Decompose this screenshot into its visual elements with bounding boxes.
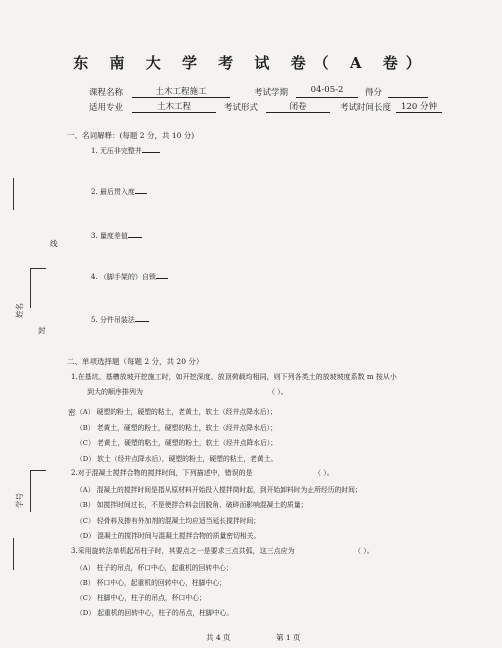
margin-mark xyxy=(13,538,14,570)
page-total: 共 4 页 xyxy=(206,633,231,642)
form-value: 闭卷 xyxy=(266,100,330,113)
question-1-text-cont: 到大的顺序排列为 xyxy=(87,388,143,396)
q1-option-d: （D） 软土（经井点降水后），硬塑的粉土，硬塑的粘土，老黄土。 xyxy=(76,455,278,463)
term-item-1 xyxy=(91,146,160,156)
answer-line xyxy=(135,321,149,322)
term-item-3-text: 3. 量度差值 xyxy=(91,232,128,240)
form-label: 考试形式 xyxy=(224,103,259,113)
term-item-5-text: 5. 分件吊装法 xyxy=(91,316,135,324)
section1-heading: 一、名词解释：(每题 2 分，共 10 分) xyxy=(67,131,195,140)
question-3-text: 3.采用旋转法单机起吊柱子时，其要点之一是要求三点共弧，这三点应为 xyxy=(71,547,295,555)
term-item-1-text: 1. 无压非完整井 xyxy=(91,147,142,155)
binding-secret-char: 密 xyxy=(68,408,76,417)
id-tick xyxy=(30,470,46,471)
answer-line xyxy=(142,152,160,153)
binding-seal-char: 封 xyxy=(38,326,46,335)
answer-line xyxy=(128,237,142,238)
binding-line-char: 线 xyxy=(50,239,58,248)
term-item-5 xyxy=(91,315,149,325)
course-label: 课程名称 xyxy=(89,88,124,98)
term-item-4 xyxy=(91,272,168,282)
question-3-answer-paren: （ ）。 xyxy=(354,547,374,555)
name-label: 姓名 xyxy=(15,303,24,318)
duration-label: 考试时间长度 xyxy=(340,103,392,113)
term-label: 考试学期 xyxy=(254,88,289,98)
q2-option-b: （B） 如搅拌时间过长，不是使拌合料会因脱角、破碎而影响混凝土的质量； xyxy=(76,501,308,509)
score-label: 得分 xyxy=(365,88,383,98)
id-label: 学号 xyxy=(15,493,24,508)
question-1-answer-paren: （ ）。 xyxy=(268,388,288,396)
id-line xyxy=(30,470,31,512)
answer-line xyxy=(156,278,168,279)
section2-heading: 二、单项选择题（每题 2 分，共 20 分） xyxy=(67,357,204,366)
answer-line xyxy=(135,193,147,194)
name-line xyxy=(30,268,31,308)
q1-option-b: （B） 老黄土，硬塑的粉土，硬塑的粘土，软土（经井点降水后）； xyxy=(76,424,277,432)
q3-option-c: （C） 柱脚中心，柱子的吊点，杯口中心； xyxy=(76,594,206,602)
major-value: 土木工程 xyxy=(132,100,216,113)
q2-option-a: （A） 混凝土的搅拌时间是指从原材料开始投入搅拌筒时起，到开始卸料时为止所经历的时间； xyxy=(76,486,362,494)
q3-option-b: （B） 杯口中心，起重机的回转中心，柱脚中心； xyxy=(76,579,226,587)
name-tick xyxy=(30,268,46,269)
q3-option-d: （D） 起重机的回转中心，柱子的吊点，柱脚中心。 xyxy=(76,609,234,617)
exam-title: 东 南 大 学 考 试 卷（ A 卷） xyxy=(73,54,429,72)
term-item-2 xyxy=(91,187,147,197)
margin-mark xyxy=(13,178,14,210)
term-value: 04-05-2 xyxy=(296,85,358,98)
page-number: 第 1 页 xyxy=(276,633,301,642)
score-field xyxy=(388,85,428,98)
major-label: 适用专业 xyxy=(89,103,124,113)
course-value: 土木工程施工 xyxy=(132,85,230,98)
q1-option-a: （A） 硬塑的粉土，硬塑的粘土，老黄土，软土（经井点降水后）； xyxy=(76,408,277,416)
q2-option-c: （C） 轻骨料及掺有外加剂的混凝土均应适当延长搅拌时间； xyxy=(76,517,261,525)
q1-option-c: （C） 老黄土，硬塑的粘土，硬塑的粉土，软土（经井点降水后）； xyxy=(76,439,278,447)
term-item-3 xyxy=(91,231,142,241)
duration-value: 120 分钟 xyxy=(396,100,442,113)
question-2-text: 2.对于混凝土搅拌合物的搅拌时间，下列描述中，错误的是 xyxy=(71,469,253,477)
question-2-answer-paren: （ ）。 xyxy=(314,469,334,477)
term-item-2-text: 2. 最后贯入度 xyxy=(91,188,135,196)
q3-option-a: （A） 柱子的吊点，杯口中心，起重机的回转中心； xyxy=(76,564,233,572)
q2-option-d: （D） 混凝土的搅拌时间与混凝土搅拌合物的质量密切相关。 xyxy=(76,532,261,540)
term-item-4-text: 4. （脚手架的）自锁 xyxy=(91,273,156,281)
question-1-text: 1.在基坑、基槽放坡开挖施工时，如开挖深度、放顶荷载均相同，则下列各类土的放坡坡度系数 m 按从小 xyxy=(71,373,397,381)
